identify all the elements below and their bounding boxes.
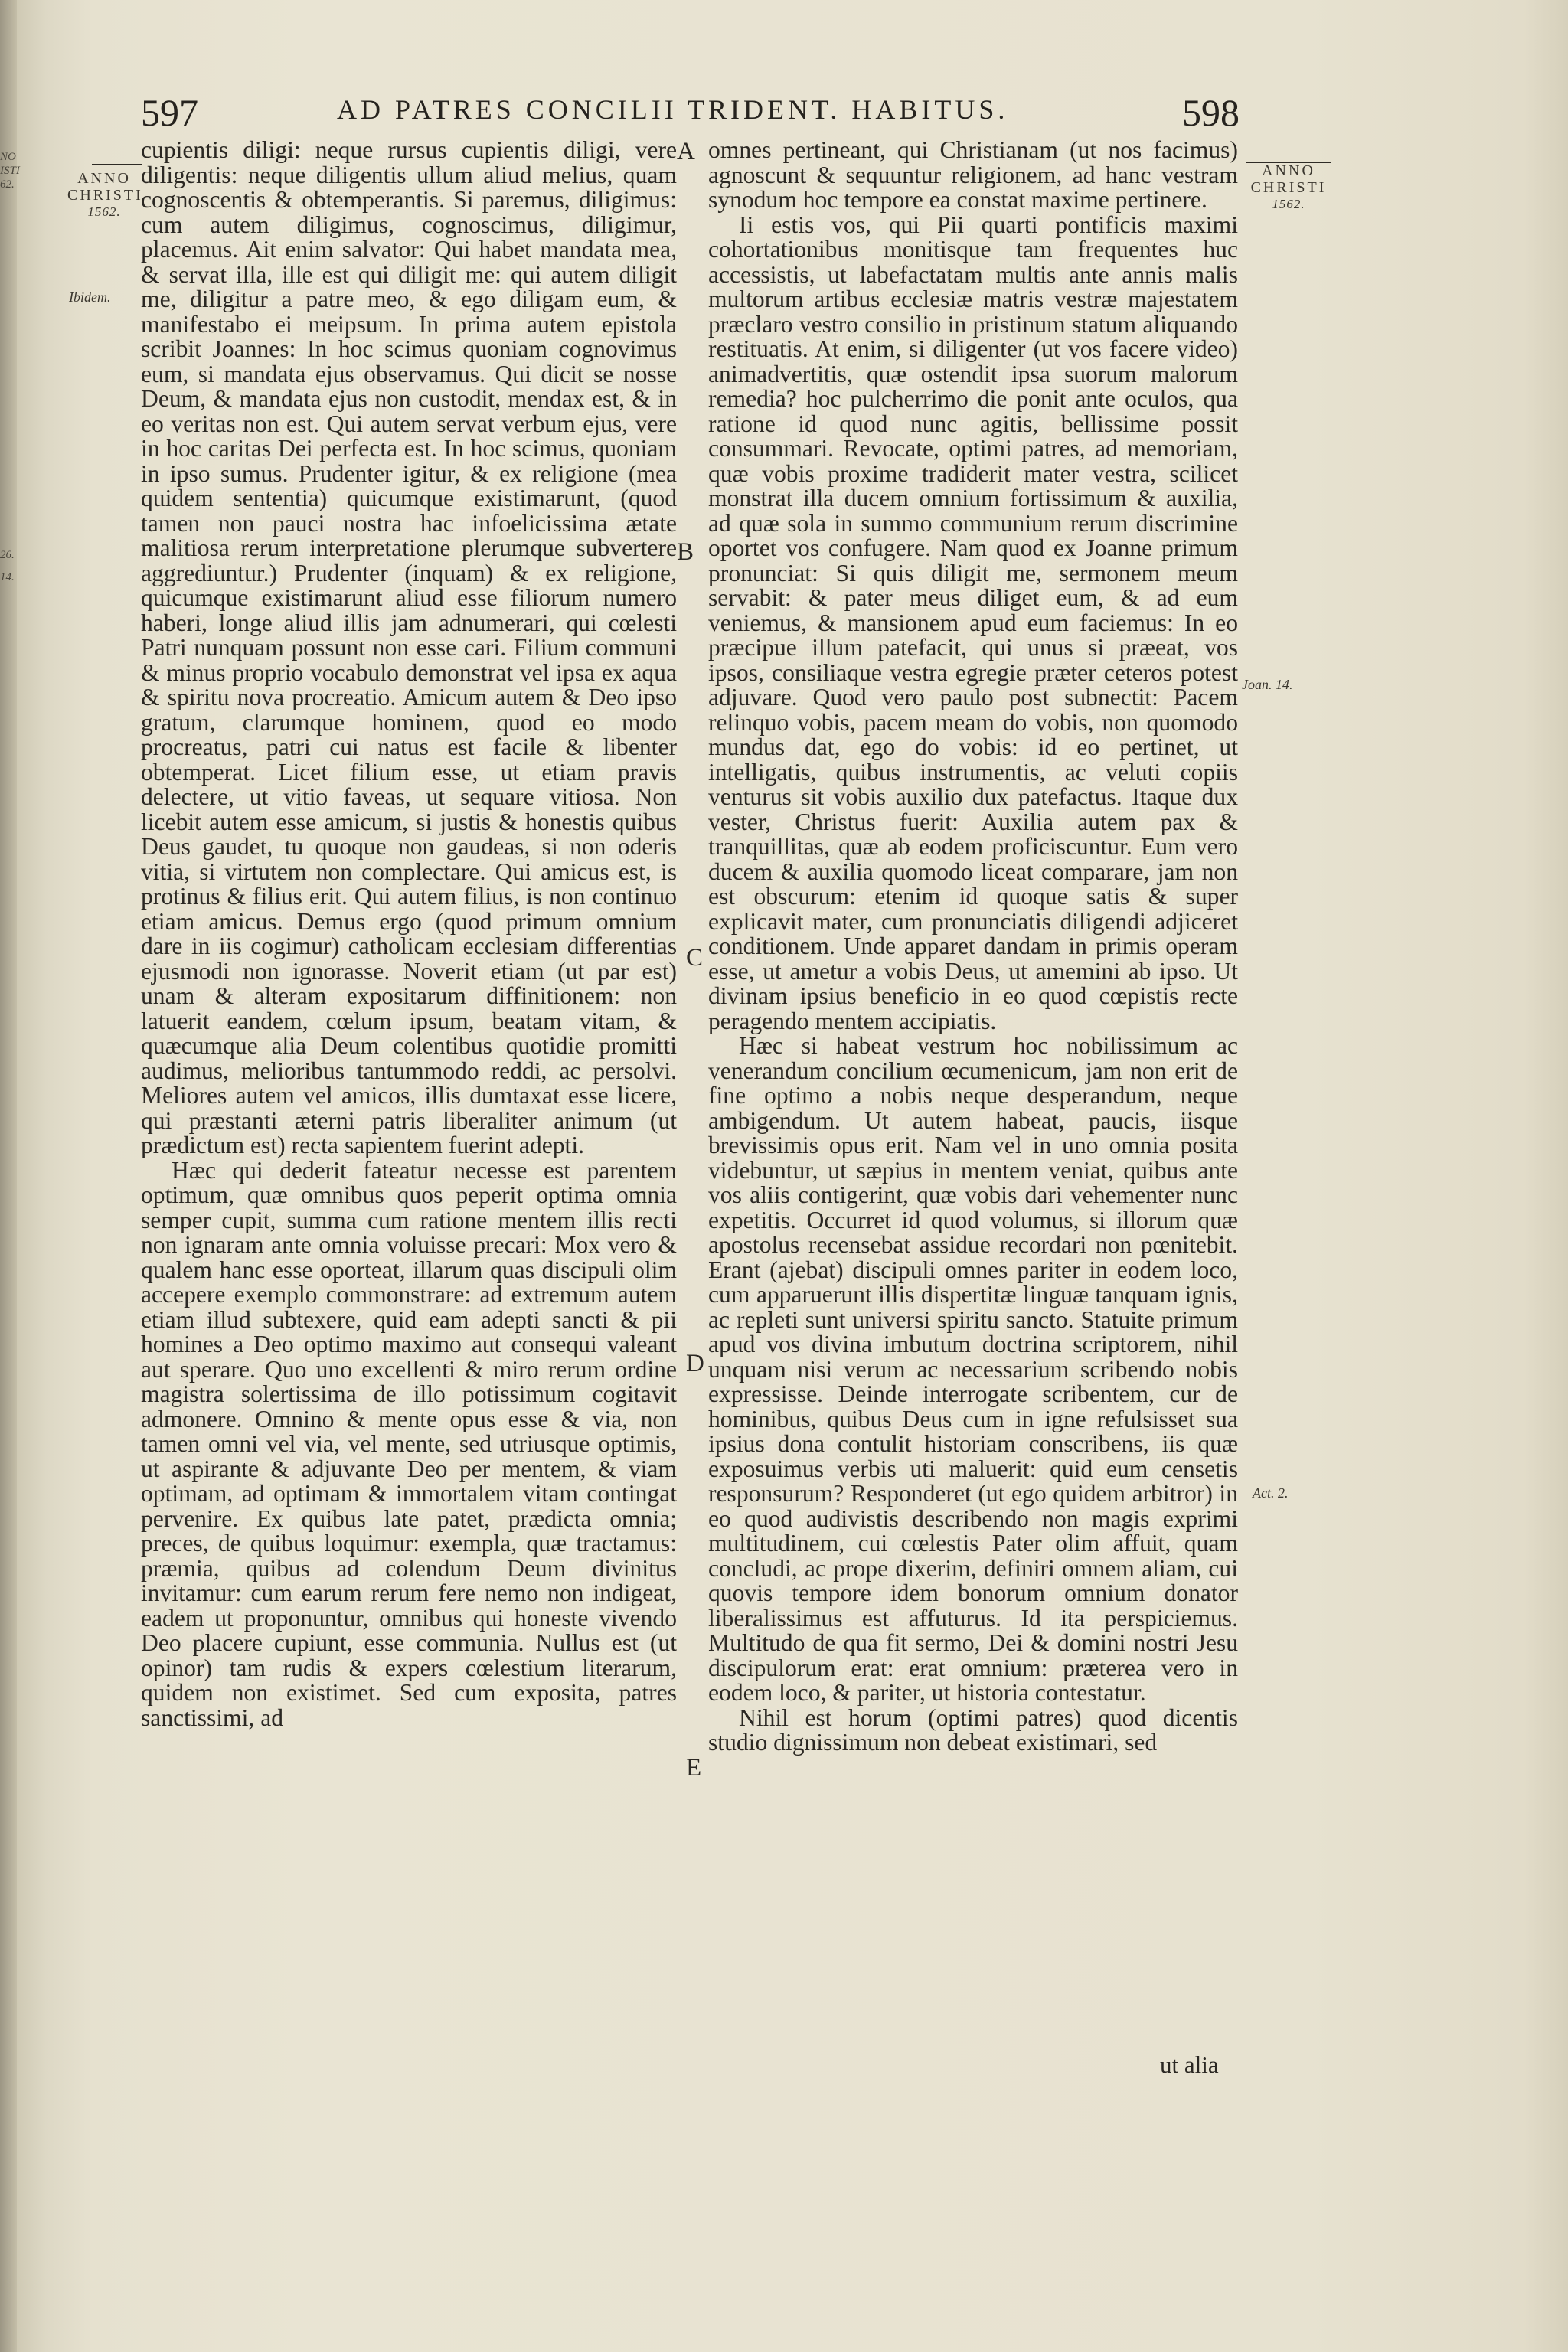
catchword: ut alia [1160, 2051, 1219, 2078]
section-letter-d: D [686, 1350, 704, 1377]
section-letter-c: C [686, 944, 704, 972]
margin-rule-left [92, 164, 142, 165]
paragraph: Nihil est horum (optimi patres) quod dicentis studio dignissimum non debeat existimari, sed [708, 1704, 1238, 1756]
paragraph: omnes pertineant, qui Christianam (ut nos facimus) agnoscunt & sequuntur religionem, ad hanc vestram synodum hoc tempore ea constat maxime pertinere. [708, 136, 1238, 213]
paragraph: Hæc qui dederit fateatur necesse est parentem optimum, quæ omnibus quos peperit optima omnia semper cupit, summa cum ratione mentem illis recti non ignaram ante omnia voluisse precari: Mox vero & qualem hanc esse oporteat, illarum quas discipuli olim accepere exemplo commonstrare: ad extremum autem etiam illud subtexere, quid eam adepti sancti & pii homines a Deo optimo maximo aut consequi valeant aut sperare. Quo uno excellenti & miro rerum ordine magistra solertissima de illo potissimum cogitavit admonere. Omnino & mente opus esse & via, non tamen omni vel via, vel mente, sed utriusque optimis, ut aspirante & adjuvante Deo per mentem, & viam optimam, ad optimam & immortalem vitam contingat pervenire. Ex quibus late patet, prædicta omnia; preces, de quibus loquimur: exempla, quæ tractamus: præmia, quibus ad colendum Deum divinitus invitamur: cum earum rerum fere nemo non indigeat, eadem ut proponuntur, omnibus qui honeste vivendo Deo placere cupiunt, esse communia. Nullus est (ut opinor) tam rudis & expers cœlestium literarum, quidem non existimet. Sed cum exposita, patres sanctissimi, ad [141, 1156, 677, 1731]
paragraph: Ii estis vos, qui Pii quarti pontificis maximi cohortationibus monitisque tam frequentes huc accessistis, ut labefactatam multis ante annis malis multorum artibus ecclesiæ matris vestræ majestatem præclaro vestro consilio in pristinum statum aliquando restituatis. At enim, si diligenter (ut vos facere video) animadvertitis, quæ ostendit ipsa suorum malorum remedia? hoc pulcherrimo die ponit ante oculos, qua ratione id quod nunc agitis, bellissime possit consummari. Revocate, optimi patres, ad memoriam, quæ vobis proxime tradiderit mater vestra, scilicet monstrat illa ducem omnium fortissimum & auxilia, ad quæ sola in summo communium rerum discrimine oportet vos confugere. Nam quod ex Joanne primum pronunciat: Si quis diligit me, sermonem meum servabit: & pater meus diliget eum, & ad eum veniemus, & mansionem apud eum faciemus: In eo præcipue illum patefacit, qui unus si præeat, vos ipsos, consiliaque vestra egregie præter ceteros potest adjuvare. Quod vero paulo post subnectit: Pacem relinquo vobis, pacem meam do vobis, non quomodo mundus dat, ego do vobis: id eo pertinet, ut intelligatis, quibus instrumentis, ac veluti copiis venturus sit vobis auxilio dux patefactus. Itaque dux vester, Christus fuerit: Auxilia autem pax & tranquillitas, quæ ab eodem proficiscuntur. Eum vero ducem & auxilia quomodo liceat comparare, jam non est obscurum: etenim id quoque satis & super explicavit mater, cum pronunciatis diligendi adjiceret conditionem. Unde apparet dandam in primis operam esse, ut ametur a vobis Deus, ut amemini ab ipso. Ut divinam ipsius beneficio in eo quod cœpistis recte peragendo mentem accipiatis. [708, 211, 1238, 1034]
anno-christi-right [1246, 162, 1331, 213]
previous-page-margin-note-top: NO ISTI 62. [0, 151, 20, 191]
sidenote-joan: Joan. 14. [1242, 677, 1293, 692]
anno-label: ANNO [77, 170, 131, 187]
previous-page-margin-note-mid: 26. [0, 549, 15, 561]
anno-label: ANNO [1262, 162, 1315, 179]
sidenote-ibidem: Ibidem. [69, 289, 111, 305]
section-letter-a: A [677, 138, 695, 165]
left-text-column [141, 138, 677, 1730]
christi-label: CHRISTI [1250, 179, 1327, 196]
page-number-right: 598 [1182, 91, 1240, 134]
christi-label: CHRISTI [67, 187, 143, 204]
anno-christi-left [67, 170, 141, 220]
anno-year: 1562. [1272, 197, 1305, 211]
paragraph: cupientis diligi: neque rursus cupientis diligi, vere diligentis: neque diligentis ullum aliud melius, quam cognoscentis & obtemperantis. Si paremus, diligimus: cum autem diligimus, cognoscimus, diligimur, placemus. Ait enim salvator: Qui habet mandata mea, & servat illa, ille est qui diligit me: qui autem diligit me, diligitur a patre meo, & ego diligam eum, & manifestabo ei meipsum. In prima autem epistola scribit Joannes: In hoc scimus quoniam cognovimus eum, si mandata ejus observamus. Qui dicit se nosse Deum, & mandata ejus non custodit, mendax est, & in eo veritas non est. Qui autem servat verbum ejus, vere in hoc caritas Dei perfecta est. In hoc scimus, quoniam in ipso sumus. Prudenter igitur, & ex religione (mea quidem sententia) quicumque existimarunt, (quod tamen non pauci nostra hac infoelicissima ætate malitiosa rerum interpretatione plerumque subvertere aggrediuntur.) Prudenter (inquam) & ex religione, quicumque existimarunt aliud esse filiorum numero haberi, longe aliud illis jam adnumerari, qui cœlesti Patri nunquam possunt non esse cari. Filium communi & minus proprio vocabulo demonstrat vel ipsa ex aqua & spiritu nova procreatio. Amicum autem & Deo ipso gratum, clarumque hominem, quod eo modo procreatus, patri cui natus est facile & libenter obtemperat. Licet filium esse, ut etiam pravis delectere, ut vitio faveas, ut sequare vitiosa. Non licebit autem esse amicum, si justis & honestis quibus Deus gaudet, tu quoque non gaudeas, si non oderis vitia, si virtutem non complectare. Qui amicus est, is protinus & filius erit. Qui autem filius, is non continuo etiam amicus. Demus ergo (quod primum omnium dare in iis cogimur) catholicam ecclesiam differentias ejusmodi non ignorasse. Noverit etiam (ut par est) unam & alteram expositarum diffinitionem: non latuerit eandem, cœlum ipsum, beatam vitam, & quæcumque alia Deum colentibus quotidie promitti audimus, melioribus tantummodo reddi, ac persolvi. Meliores autem vel amicos, illis dumtaxat esse licere, qui præstanti æterni patris liberaliter animum (ut prædictum est) recta sapientem fuerint adepti. [141, 136, 677, 1158]
anno-year: 1562. [87, 204, 121, 219]
right-text-column [708, 138, 1238, 1756]
sidenote-act: Act. 2. [1253, 1485, 1289, 1501]
previous-page-margin-note-low: 14. [0, 571, 15, 583]
section-letter-e: E [686, 1754, 702, 1782]
section-letter-b: B [677, 538, 694, 566]
running-head: AD PATRES CONCILII TRIDENT. HABITUS. [337, 94, 1009, 125]
book-spine-shadow [0, 0, 17, 2352]
paragraph: Hæc si habeat vestrum hoc nobilissimum ac venerandum concilium œcumenicum, jam non erit de fine optimo a nobis neque desperandum, neque ambigendum. Ut autem habeat, paucis, iisque brevissimis opus erit. Nam vel in uno omnia posita videbuntur, ut sæpius in mentem veniat, quibus ante vos aliis contigerint, quæ vobis dari vehementer nunc expetitis. Occurret id quod volumus, si illorum quæ apostolus recensebat assidue recordari non pœnitebit. Erant (ajebat) discipuli omnes pariter in eodem loco, cum apparuerunt illis dispertitæ linguæ tanquam ignis, ac repleti sunt universi spiritu sancto. Statuite primum apud vos divina imbutum doctrina scriptorem, nihil unquam nisi verum ac necessarium scribendo nobis expressisse. Deinde interrogate scribentem, cur de hominibus, quibus Deus cum in igne refulsisset sua ipsius dona contulit historiam conscribens, iis quæ exposuimus verbis uti maluerit: quid eum censetis responsurum? Responderet (ut ego quidem arbitror) in eo quod audivistis describendo non magis exprimi multitudinem, cui cœlestis Pater olim affuit, quam concludi, ac prope dixerim, definiri omnem aliam, cui quovis tempore idem bonorum omnium donator liberalissimus est affuturus. Id ita perspiciemus. Multitudo de qua fit sermo, Dei & domini nostri Jesu discipulorum erat: erat omnium: præterea vero in eodem loco, & pariter, ut historia contestatur. [708, 1032, 1238, 1706]
page-number-left: 597 [141, 91, 198, 134]
